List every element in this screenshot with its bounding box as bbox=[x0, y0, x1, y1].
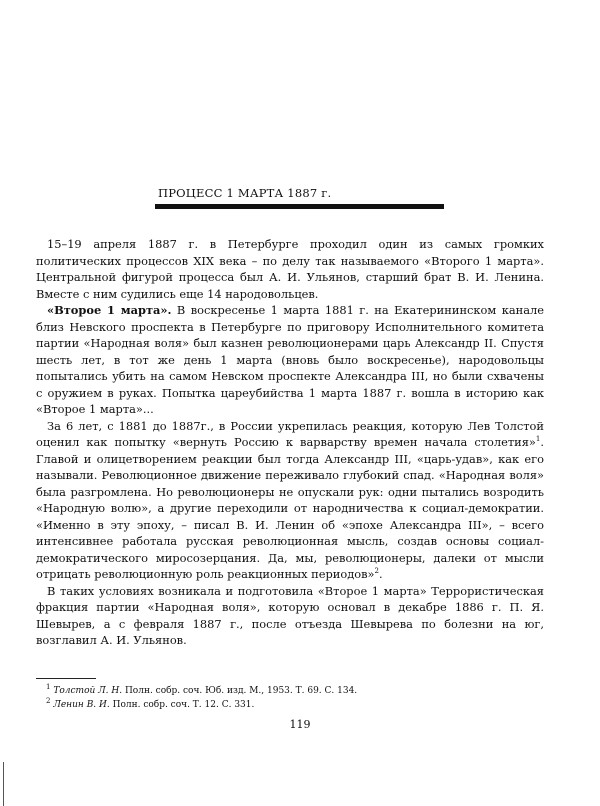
footnote-ref-1: 1 bbox=[535, 435, 541, 444]
paragraph-4: В таких условиях возникала и подготовила «Второе 1 марта» Террористическая фракция партии «Народная воля», которую основал в декабре 1886 г. П. Я. Шевырев, а с февраля 1887 г., после отъезда Шевырева по болезни на юг, возглавил А. И. Ульянов. bbox=[36, 583, 544, 647]
footnote-2: $^2$ Ленин В. И. Полн. собр. соч. Т. 12. С. 331. bbox=[46, 697, 255, 710]
paragraph-3: За 6 лет, с 1881 до 1887г., в России укрепилась реакция, которую Лев Толстой оценил как попытку «вернуть Россию к варварству времен начала столетия»$^1$. Главой и олицетворением реакции был тогда Александр III, «царь-удав», как его называли. Революционное движение переживало глубокий спад. «Народная воля» была разгромлена. Но революционеры не опускали рук: одни пытались возродить «Народную волю», а другие переходили от народничества к социал-демократии. «Именно в эту эпоху, – писал В. И. Ленин об «эпохе Александра III», – всего интенсивнее работала русская революционная мысль, создав основы социал-демократического миросозерцания. Да, мы, революционеры, далеки от мысли отрицать революционную роль реакционных периодов»$^2$. bbox=[36, 418, 544, 581]
paragraph-1: 15–19 апреля 1887 г. в Петербурге проходил один из самых громких политических процессов XIX века – по делу так называемого «Второго 1 марта». Центральной фигурой процесса был А. И. Ульянов, старший брат В. И. Ленина. Вместе с ним судились еще 14 народовольцев. bbox=[36, 237, 544, 301]
chapter-title: ПРОЦЕСС 1 МАРТА 1887 г. bbox=[158, 186, 332, 200]
scan-edge-mark bbox=[3, 762, 4, 806]
body-text bbox=[36, 236, 544, 649]
footnote-separator bbox=[36, 678, 96, 679]
paragraph-2: «Второе 1 марта». В воскресенье 1 марта 1881 г. на Екатерининском канале близ Невского проспекта в Петербурге по приговору Исполнительного комитета партии «Народная воля» был казнен революционерами царь Александр II. Спустя шесть лет, в тот же день 1 марта (вновь было воскресенье), народовольцы попытались убить на самом Невском проспекте Александра III, но были схвачены с оружием в руках. Попытка цареубийства 1 марта 1887 г. вошла в историю как «Второе 1 марта»... bbox=[36, 303, 544, 416]
title-underline bbox=[155, 204, 444, 209]
section-lead: «Второе 1 марта». bbox=[47, 303, 172, 317]
footnote-ref-2: 2 bbox=[374, 567, 379, 576]
footnotes bbox=[46, 684, 544, 712]
page-number: 119 bbox=[289, 718, 311, 731]
footnote-1: $^1$ Толстой Л. Н. Полн. собр. соч. Юб. изд. М., 1953. Т. 69. С. 134. bbox=[46, 683, 358, 696]
